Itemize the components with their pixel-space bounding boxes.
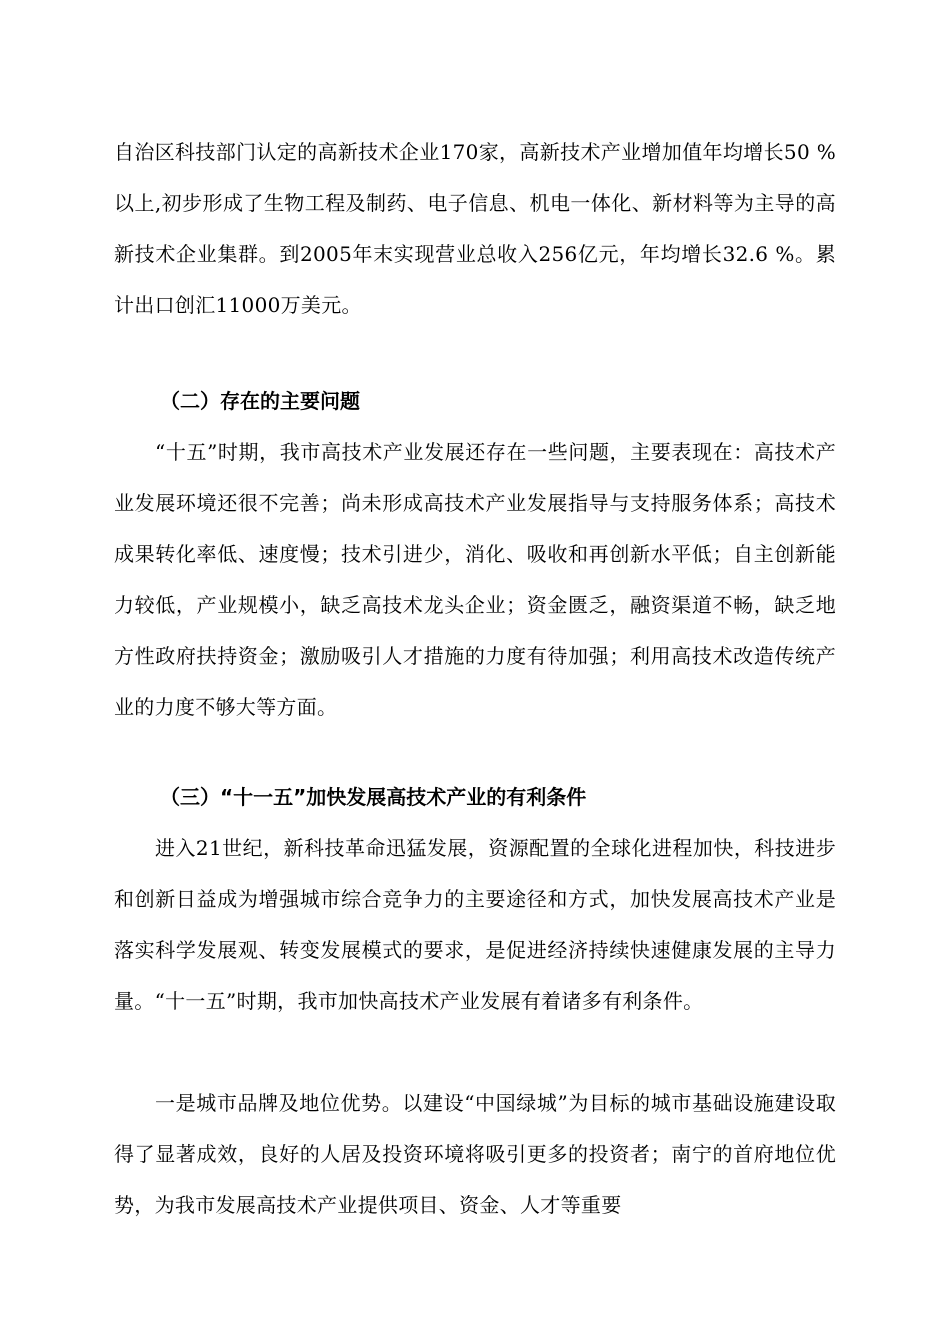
section-2-paragraph: “十五”时期，我市高技术产业发展还存在一些问题，主要表现在：高技术产业发展环境还很不完善；尚未形成高技术产业发展指导与支持服务体系；高技术成果转化率低、速度慢；技术引进少，消化、吸收和再创新水平低；自主创新能力较低，产业规模小，缺乏高技术龙头企业；资金匮乏，融资渠道不畅，缺乏地方性政府扶持资金；激励吸引人才措施的力度有待加强；利用高技术改造传统产业的力度不够大等方面。 [114,440,836,719]
intro-paragraph: 自治区科技部门认定的高新技术企业170家，高新技术产业增加值年均增长50 %以上,初步形成了生物工程及制药、电子信息、机电一体化、新材料等为主导的高新技术企业集群。到2005年末实现营业总收入256亿元，年均增长32.6 %。累计出口创汇11000万美元。 [114,140,836,317]
section-2-heading: （二）存在的主要问题 [160,389,360,413]
section-3-paragraph-1: 进入21世纪，新科技革命迅猛发展，资源配置的全球化进程加快，科技进步和创新日益成为增强城市综合竞争力的主要途径和方式，加快发展高技术产业是落实科学发展观、转变发展模式的要求，是促进经济持续快速健康发展的主导力量。“十一五”时期，我市加快高技术产业发展有着诸多有利条件。 [114,836,836,1013]
section-3-paragraph-2: 一是城市品牌及地位优势。以建设“中国绿城”为目标的城市基础设施建设取得了显著成效，良好的人居及投资环境将吸引更多的投资者；南宁的首府地位优势，为我市发展高技术产业提供项目、资金、人才等重要 [114,1091,836,1217]
section-3-heading: （三）“十一五”加快发展高技术产业的有利条件 [160,785,587,809]
